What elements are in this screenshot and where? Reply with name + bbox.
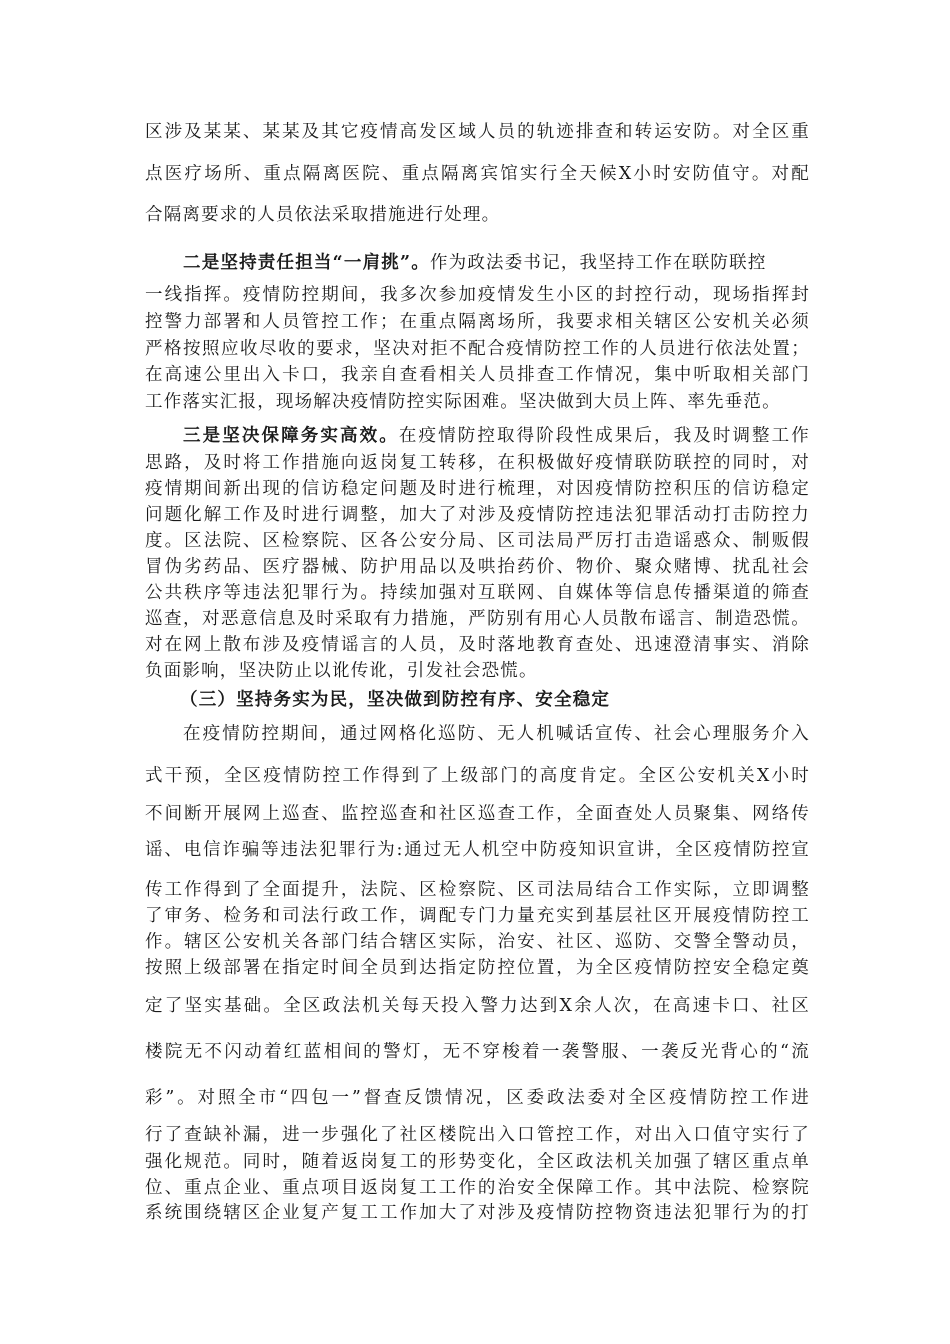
paragraph-4-line-6: 了审务、检务和司法行政工作，调配专门力量充实到基层社区开展疫情防控工	[145, 906, 810, 926]
paragraph-3-line-5: 度。区法院、区检察院、区各公安分局、区司法局严厉打击造谣惑众、制贩假	[145, 531, 810, 551]
paragraph-4-line-4: 谣、电信诈骗等违法犯罪行为:通过无人机空中防疫知识宣讲，全区疫情防控宣	[145, 840, 810, 860]
paragraph-4-line-10: 楼院无不闪动着红蓝相间的警灯，无不穿梭着一袭警服、一袭反光背心的“流	[145, 1042, 810, 1062]
paragraph-1-line-3: 合隔离要求的人员依法采取措施进行处理。	[145, 205, 501, 225]
paragraph-4-line-5: 传工作得到了全面提升，法院、区检察院、区司法局结合工作实际，立即调整	[145, 880, 810, 900]
section-heading-3: （三）坚持务实为民，坚决做到防控有序、安全稳定	[180, 690, 611, 710]
paragraph-4-line-1: 在疫情防控期间，通过网格化巡防、无人机喊话宣传、社会心理服务介入	[183, 724, 810, 744]
paragraph-3-line-7: 公共秩序等违法犯罪行为。持续加强对互联网、自媒体等信息传播渠道的筛查	[145, 583, 810, 603]
paragraph-2-line-4: 严格按照应收尽收的要求，坚决对拒不配合疫情防控工作的人员进行依法处置；	[145, 339, 810, 359]
paragraph-4-line-15: 系统围绕辖区企业复产复工工作加大了对涉及疫情防控物资违法犯罪行为的打	[145, 1203, 810, 1223]
paragraph-3-lead: 三是坚决保障务实高效。	[183, 426, 399, 446]
paragraph-3-line-8: 巡查，对恶意信息及时采取有力措施，严防别有用心人员散布谣言、制造恐慌。	[145, 609, 810, 629]
paragraph-4-line-13: 强化规范。同时，随着返岗复工的形势变化，全区政法机关加强了辖区重点单	[145, 1152, 810, 1172]
paragraph-2-line-2: 一线指挥。疫情防控期间，我多次参加疫情发生小区的封控行动，现场指挥封	[145, 285, 810, 305]
paragraph-4-line-11: 彩”。对照全市“四包一”督查反馈情况，区委政法委对全区疫情防控工作进	[145, 1088, 810, 1108]
paragraph-4-line-3: 不间断开展网上巡查、监控巡查和社区巡查工作，全面查处人员聚集、网络传	[145, 804, 810, 824]
paragraph-4-line-12: 行了查缺补漏，进一步强化了社区楼院出入口管控工作，对出入口值守实行了	[145, 1125, 810, 1145]
paragraph-4-line-7: 作。辖区公安机关各部门结合辖区实际，治安、社区、巡防、交警全警动员，	[145, 932, 810, 952]
paragraph-3-line-10: 负面影响，坚决防止以讹传讹，引发社会恐慌。	[145, 661, 538, 681]
paragraph-4-line-2: 式干预，全区疫情防控工作得到了上级部门的高度肯定。全区公安机关X小时	[145, 766, 810, 786]
paragraph-4-line-8: 按照上级部署在指定时间全员到达指定防控位置，为全区疫情防控安全稳定奠	[145, 958, 810, 978]
paragraph-3-line-3: 疫情期间新出现的信访稳定问题及时进行梳理，对因疫情防控积压的信访稳定	[145, 479, 810, 499]
paragraph-3-line-6: 冒伪劣药品、医疗器械、防护用品以及哄抬药价、物价、聚众赌博、扰乱社会	[145, 557, 810, 577]
paragraph-1-line-1: 区涉及某某、某某及其它疫情高发区域人员的轨迹排查和转运安防。对全区重	[145, 122, 810, 142]
paragraph-2-first-rest: 作为政法委书记，我坚持工作在联防联控	[429, 253, 767, 273]
paragraph-3-first-rest: 在疫情防控取得阶段性成果后，我及时调整工作	[398, 426, 811, 446]
paragraph-2-line-1	[183, 251, 810, 275]
paragraph-2-line-6: 工作落实汇报，现场解决疫情防控实际困难。坚决做到大员上阵、率先垂范。	[145, 392, 781, 412]
paragraph-4-line-9: 定了坚实基础。全区政法机关每天投入警力达到X余人次，在高速卡口、社区	[145, 996, 810, 1016]
paragraph-3-line-4: 问题化解工作及时进行调整，加大了对涉及疫情防控违法犯罪活动打击防控力	[145, 505, 810, 525]
paragraph-3-line-9: 对在网上散布涉及疫情谣言的人员，及时落地教育查处、迅速澄清事实、消除	[145, 635, 810, 655]
paragraph-3-line-2: 思路，及时将工作措施向返岗复工转移，在积极做好疫情联防联控的同时，对	[145, 453, 810, 473]
paragraph-2-line-5: 在高速公里出入卡口，我亲自查看相关人员排查工作情况，集中听取相关部门	[145, 365, 810, 385]
paragraph-3-line-1	[183, 424, 810, 448]
paragraph-2-lead: 二是坚持责任担当“一肩挑”。	[183, 253, 430, 273]
paragraph-4-line-14: 位、重点企业、重点项目返岗复工工作的治安全保障工作。其中法院、检察院	[145, 1178, 810, 1198]
paragraph-1-line-2: 点医疗场所、重点隔离医院、重点隔离宾馆实行全天候X小时安防值守。对配	[145, 164, 810, 184]
paragraph-2-line-3: 控警力部署和人员管控工作；在重点隔离场所，我要求相关辖区公安机关必须	[145, 312, 810, 332]
